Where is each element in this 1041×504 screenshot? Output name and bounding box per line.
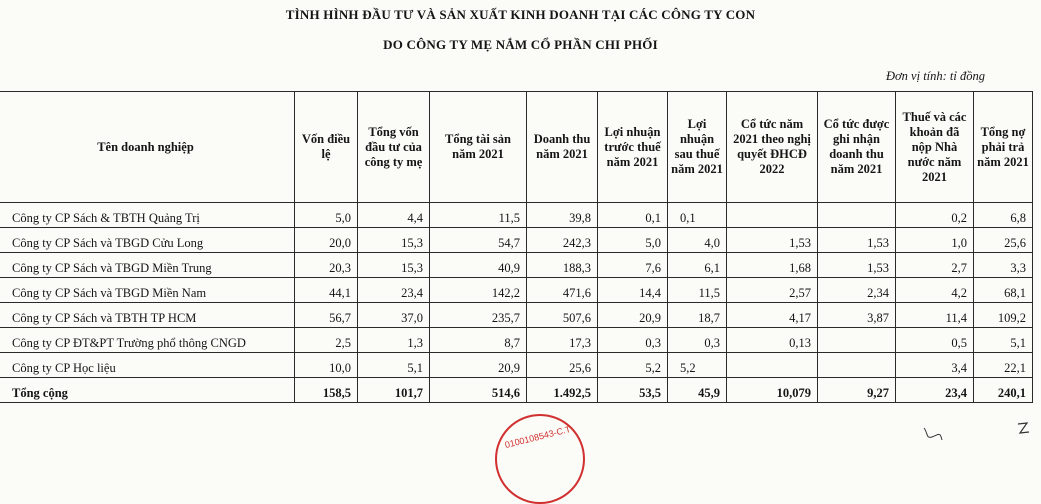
cell-value: 10,0 — [295, 353, 358, 378]
cell-value: 15,3 — [358, 253, 430, 278]
company-name: Công ty CP Sách và TBGD Cửu Long — [0, 228, 295, 253]
cell-value: 2,5 — [295, 328, 358, 353]
cell-value: 0,5 — [896, 328, 974, 353]
cell-value: 1,68 — [727, 253, 818, 278]
cell-value: 20,0 — [295, 228, 358, 253]
total-value: 10,079 — [727, 378, 818, 403]
company-name: Công ty CP Sách & TBTH Quảng Trị — [0, 203, 295, 228]
cell-value: 25,6 — [527, 353, 598, 378]
cell-value — [818, 353, 896, 378]
cell-value: 6,1 — [668, 253, 727, 278]
cell-value: 5,0 — [598, 228, 668, 253]
seal-text: 0100108543-C.T — [503, 423, 572, 451]
cell-value: 1,53 — [818, 253, 896, 278]
cell-value: 15,3 — [358, 228, 430, 253]
col-header-parent-investment: Tổng vốn đầu tư của công ty mẹ — [358, 92, 430, 203]
cell-value: 1,53 — [727, 228, 818, 253]
total-value: 53,5 — [598, 378, 668, 403]
table-row — [0, 278, 1033, 303]
col-header-dividend-recognized: Cổ tức được ghi nhận doanh thu năm 2021 — [818, 92, 896, 203]
cell-value: 5,2 — [668, 353, 727, 378]
table-row — [0, 303, 1033, 328]
signature-mark — [920, 425, 960, 444]
cell-value: 37,0 — [358, 303, 430, 328]
cell-value: 6,8 — [974, 203, 1033, 228]
cell-value: 4,17 — [727, 303, 818, 328]
cell-value: 11,5 — [430, 203, 527, 228]
cell-value: 5,0 — [295, 203, 358, 228]
cell-value: 0,3 — [668, 328, 727, 353]
col-header-profit-before-tax: Lợi nhuận trước thuế năm 2021 — [598, 92, 668, 203]
cell-value: 20,9 — [430, 353, 527, 378]
cell-value: 22,1 — [974, 353, 1033, 378]
unit-note: Đơn vị tính: tỉ đồng — [885, 69, 985, 83]
company-seal — [495, 414, 585, 504]
cell-value: 39,8 — [527, 203, 598, 228]
cell-value: 3,4 — [896, 353, 974, 378]
col-header-company: Tên doanh nghiệp — [0, 92, 295, 203]
cell-value: 2,57 — [727, 278, 818, 303]
total-value: 101,7 — [358, 378, 430, 403]
cell-value: 20,9 — [598, 303, 668, 328]
cell-value: 142,2 — [430, 278, 527, 303]
cell-value: 507,6 — [527, 303, 598, 328]
cell-value: 5,1 — [974, 328, 1033, 353]
cell-value: 0,1 — [668, 203, 727, 228]
table-row — [0, 203, 1033, 228]
total-value: 514,6 — [430, 378, 527, 403]
financial-table — [0, 91, 1033, 403]
cell-value: 8,7 — [430, 328, 527, 353]
cell-value: 109,2 — [974, 303, 1033, 328]
header-row — [0, 92, 1033, 203]
cell-value: 18,7 — [668, 303, 727, 328]
total-value: 9,27 — [818, 378, 896, 403]
col-header-revenue: Doanh thu năm 2021 — [527, 92, 598, 203]
col-header-charter-capital: Vốn điều lệ — [295, 92, 358, 203]
table-row — [0, 353, 1033, 378]
company-name: Công ty CP Học liệu — [0, 353, 295, 378]
cell-value: 0,13 — [727, 328, 818, 353]
cell-value: 4,2 — [896, 278, 974, 303]
total-value: 45,9 — [668, 378, 727, 403]
cell-value: 40,9 — [430, 253, 527, 278]
col-header-total-assets: Tổng tài sản năm 2021 — [430, 92, 527, 203]
cell-value: 54,7 — [430, 228, 527, 253]
cell-value: 7,6 — [598, 253, 668, 278]
cell-value: 1,0 — [896, 228, 974, 253]
cell-value: 11,4 — [896, 303, 974, 328]
col-header-taxes-paid: Thuế và các khoản đã nộp Nhà nước năm 2021 — [896, 92, 974, 203]
cell-value: 3,3 — [974, 253, 1033, 278]
cell-value: 235,7 — [430, 303, 527, 328]
company-name: Công ty CP ĐT&PT Trường phổ thông CNGD — [0, 328, 295, 353]
cell-value: 11,5 — [668, 278, 727, 303]
cell-value: 242,3 — [527, 228, 598, 253]
cell-value: 3,87 — [818, 303, 896, 328]
table-row — [0, 328, 1033, 353]
cell-value: 471,6 — [527, 278, 598, 303]
cell-value: 20,3 — [295, 253, 358, 278]
cell-value: 0,1 — [598, 203, 668, 228]
cell-value: 0,3 — [598, 328, 668, 353]
report-subtitle: DO CÔNG TY MẸ NẮM CỔ PHẦN CHI PHỐI — [383, 37, 658, 52]
table-row — [0, 253, 1033, 278]
cell-value — [727, 203, 818, 228]
total-value: 23,4 — [896, 378, 974, 403]
total-row — [0, 378, 1033, 403]
col-header-profit-after-tax: Lợi nhuận sau thuế năm 2021 — [668, 92, 727, 203]
cell-value: 4,0 — [668, 228, 727, 253]
cell-value: 14,4 — [598, 278, 668, 303]
cell-value: 188,3 — [527, 253, 598, 278]
report-title: TÌNH HÌNH ĐẦU TƯ VÀ SẢN XUẤT KINH DOANH TẠI CÁC CÔNG TY CON — [285, 7, 756, 22]
cell-value: 0,2 — [896, 203, 974, 228]
table-row — [0, 228, 1033, 253]
cell-value — [818, 328, 896, 353]
total-label: Tổng cộng — [0, 378, 295, 403]
cell-value: 1,3 — [358, 328, 430, 353]
cell-value: 68,1 — [974, 278, 1033, 303]
total-value: 158,5 — [295, 378, 358, 403]
cell-value: 4,4 — [358, 203, 430, 228]
cell-value: 2,34 — [818, 278, 896, 303]
company-name: Công ty CP Sách và TBGD Miền Nam — [0, 278, 295, 303]
cell-value: 17,3 — [527, 328, 598, 353]
cell-value: 5,1 — [358, 353, 430, 378]
company-name: Công ty CP Sách và TBTH TP HCM — [0, 303, 295, 328]
cell-value — [818, 203, 896, 228]
cell-value: 25,6 — [974, 228, 1033, 253]
cell-value: 5,2 — [598, 353, 668, 378]
cell-value: 2,7 — [896, 253, 974, 278]
total-value: 1.492,5 — [527, 378, 598, 403]
company-name: Công ty CP Sách và TBGD Miền Trung — [0, 253, 295, 278]
col-header-total-liabilities: Tổng nợ phải trả năm 2021 — [974, 92, 1033, 203]
cell-value: 56,7 — [295, 303, 358, 328]
cell-value: 44,1 — [295, 278, 358, 303]
cell-value — [727, 353, 818, 378]
cell-value: 23,4 — [358, 278, 430, 303]
total-value: 240,1 — [974, 378, 1033, 403]
col-header-dividend-resolution: Cổ tức năm 2021 theo nghị quyết ĐHCĐ 2022 — [727, 92, 818, 203]
cell-value: 1,53 — [818, 228, 896, 253]
signature-mark — [1015, 420, 1039, 444]
